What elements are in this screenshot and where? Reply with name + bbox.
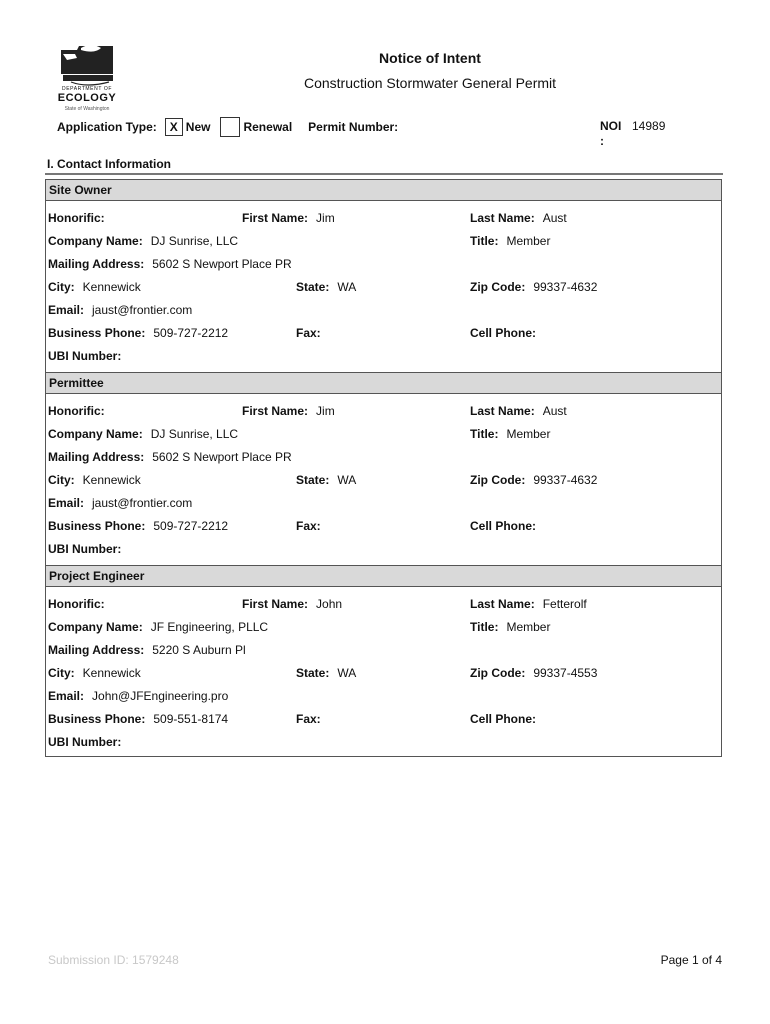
company-name-value: DJ Sunrise, LLC — [150, 234, 239, 248]
last-name-label: Last Name: — [470, 597, 535, 611]
last-name-field — [470, 403, 567, 419]
zip-code-field — [470, 665, 597, 681]
state-label: State: — [296, 473, 330, 487]
mailing-address-value: 5602 S Newport Place PR — [152, 257, 292, 271]
mailing-address-value: 5220 S Auburn Pl — [152, 643, 246, 657]
business-phone-value: 509-727-2212 — [153, 326, 229, 340]
last-name-value: Aust — [542, 404, 567, 418]
last-name-field — [470, 596, 587, 612]
noi-label: NOI — [600, 119, 622, 133]
first-name-value: Jim — [316, 404, 335, 418]
mailing-address-field — [48, 449, 292, 465]
renewal-label: Renewal — [243, 120, 293, 134]
new-label: New — [185, 120, 211, 134]
zip-code-field — [470, 279, 597, 295]
cell-phone-label: Cell Phone: — [470, 712, 537, 726]
city-value: Kennewick — [82, 280, 141, 294]
title-label: Title: — [470, 234, 499, 248]
title-label: Title: — [470, 427, 499, 441]
cell-phone-label: Cell Phone: — [470, 519, 537, 533]
renewal-checkbox[interactable] — [220, 117, 240, 137]
fax-label: Fax: — [296, 326, 321, 340]
first-name-value: John — [316, 597, 343, 611]
title-value: Member — [506, 234, 551, 248]
business-phone-field — [48, 325, 228, 341]
honorific-field — [48, 403, 113, 419]
ubi-number-field — [48, 348, 129, 364]
mailing-address-field — [48, 256, 292, 272]
email-field — [48, 495, 192, 511]
page-subtitle: Construction Stormwater General Permit — [303, 75, 557, 91]
cell-phone-field — [470, 325, 544, 341]
application-type-label: Application Type: — [57, 120, 157, 134]
email-value: jaust@frontier.com — [92, 496, 193, 510]
section-title: I. Contact Information — [47, 157, 171, 171]
noi-value: 14989 — [632, 119, 666, 133]
honorific-field — [48, 210, 113, 226]
first-name-field — [242, 403, 335, 419]
state-field — [296, 472, 356, 488]
state-value: WA — [337, 666, 357, 680]
zip-code-label: Zip Code: — [470, 666, 526, 680]
company-name-field — [48, 619, 268, 635]
business-phone-field — [48, 711, 228, 727]
last-name-value: Aust — [542, 211, 567, 225]
mailing-address-label: Mailing Address: — [48, 257, 145, 271]
state-field — [296, 665, 356, 681]
first-name-label: First Name: — [242, 211, 309, 225]
ecology-logo: DEPARTMENT OF ECOLOGY State of Washington — [57, 44, 117, 116]
company-name-field — [48, 426, 238, 442]
state-label: State: — [296, 280, 330, 294]
zip-code-value: 99337-4632 — [533, 280, 598, 294]
ubi-number-field — [48, 541, 129, 557]
title-field — [470, 426, 550, 442]
city-field — [48, 472, 141, 488]
cell-phone-field — [470, 711, 544, 727]
page-title: Notice of Intent — [379, 50, 481, 66]
zip-code-value: 99337-4632 — [533, 473, 598, 487]
last-name-field — [470, 210, 567, 226]
title-value: Member — [506, 427, 551, 441]
mailing-address-field — [48, 642, 246, 658]
city-value: Kennewick — [82, 666, 141, 680]
fax-field — [296, 325, 329, 341]
city-label: City: — [48, 666, 75, 680]
zip-code-field — [470, 472, 597, 488]
city-value: Kennewick — [82, 473, 141, 487]
business-phone-label: Business Phone: — [48, 326, 146, 340]
fax-label: Fax: — [296, 519, 321, 533]
submission-id: Submission ID: 1579248 — [48, 953, 179, 967]
state-value: WA — [337, 280, 357, 294]
zip-code-label: Zip Code: — [470, 280, 526, 294]
last-name-label: Last Name: — [470, 404, 535, 418]
title-value: Member — [506, 620, 551, 634]
fax-field — [296, 518, 329, 534]
city-field — [48, 665, 141, 681]
email-value: John@JFEngineering.pro — [92, 689, 229, 703]
fax-field — [296, 711, 329, 727]
company-name-field — [48, 233, 238, 249]
company-name-label: Company Name: — [48, 620, 143, 634]
honorific-label: Honorific: — [48, 211, 105, 225]
cell-phone-label: Cell Phone: — [470, 326, 537, 340]
ubi-number-field — [48, 734, 129, 750]
email-value: jaust@frontier.com — [92, 303, 193, 317]
honorific-label: Honorific: — [48, 597, 105, 611]
zip-code-label: Zip Code: — [470, 473, 526, 487]
ubi-number-label: UBI Number: — [48, 542, 122, 556]
company-name-value: JF Engineering, PLLC — [150, 620, 269, 634]
business-phone-value: 509-727-2212 — [153, 519, 229, 533]
email-label: Email: — [48, 496, 85, 510]
business-phone-value: 509-551-8174 — [153, 712, 229, 726]
mailing-address-label: Mailing Address: — [48, 450, 145, 464]
permit-number-label: Permit Number: — [308, 120, 399, 134]
group-heading: Project Engineer — [45, 565, 722, 587]
honorific-label: Honorific: — [48, 404, 105, 418]
business-phone-label: Business Phone: — [48, 712, 146, 726]
email-field — [48, 688, 228, 704]
mailing-address-value: 5602 S Newport Place PR — [152, 450, 292, 464]
new-checkbox[interactable]: X — [165, 118, 183, 136]
last-name-label: Last Name: — [470, 211, 535, 225]
company-name-label: Company Name: — [48, 427, 143, 441]
first-name-field — [242, 596, 342, 612]
ubi-number-label: UBI Number: — [48, 349, 122, 363]
section-divider — [45, 173, 723, 175]
city-label: City: — [48, 473, 75, 487]
noi-colon: : — [600, 134, 604, 148]
zip-code-value: 99337-4553 — [533, 666, 598, 680]
state-label: State: — [296, 666, 330, 680]
first-name-label: First Name: — [242, 597, 309, 611]
title-field — [470, 619, 550, 635]
group-heading: Site Owner — [45, 179, 722, 201]
email-label: Email: — [48, 303, 85, 317]
group-heading: Permittee — [45, 372, 722, 394]
city-label: City: — [48, 280, 75, 294]
cell-phone-field — [470, 518, 544, 534]
title-field — [470, 233, 550, 249]
state-field — [296, 279, 356, 295]
honorific-field — [48, 596, 113, 612]
state-value: WA — [337, 473, 357, 487]
company-name-label: Company Name: — [48, 234, 143, 248]
company-name-value: DJ Sunrise, LLC — [150, 427, 239, 441]
fax-label: Fax: — [296, 712, 321, 726]
application-type-row — [57, 117, 398, 137]
email-field — [48, 302, 192, 318]
last-name-value: Fetterolf — [542, 597, 587, 611]
email-label: Email: — [48, 689, 85, 703]
title-label: Title: — [470, 620, 499, 634]
city-field — [48, 279, 141, 295]
mailing-address-label: Mailing Address: — [48, 643, 145, 657]
business-phone-label: Business Phone: — [48, 519, 146, 533]
page-number: Page 1 of 4 — [660, 953, 722, 967]
business-phone-field — [48, 518, 228, 534]
first-name-value: Jim — [316, 211, 335, 225]
first-name-label: First Name: — [242, 404, 309, 418]
ubi-number-label: UBI Number: — [48, 735, 122, 749]
first-name-field — [242, 210, 335, 226]
